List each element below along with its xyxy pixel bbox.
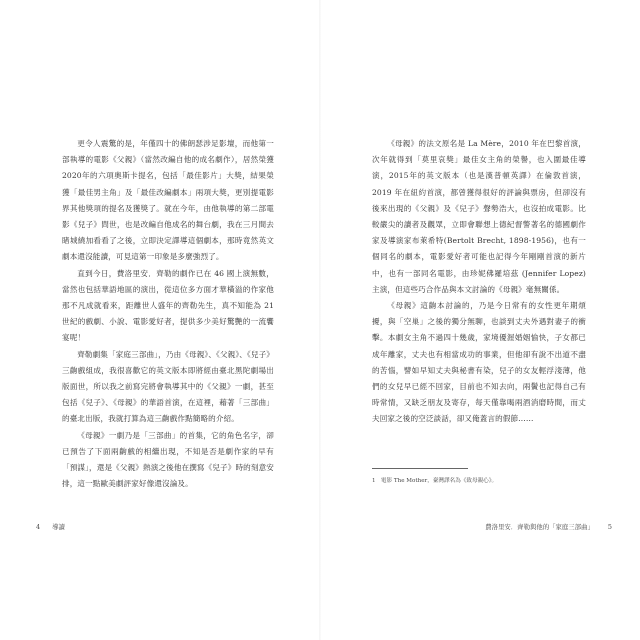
right-page-footer	[485, 522, 612, 531]
left-page-body	[62, 136, 274, 492]
paragraph: 《母親》這齣本討論的，乃是今日常有的女性更年期煩擾，與「空巢」之後的獨分無聊，也談到丈夫外遇對妻子的衝擊。本劇女主角不過四十幾歲，家境優渥婚姻愉快，子女都已成年離家，丈夫也有相當成功的事業，但他卻有說不出道不盡的苦惱，譬如早知丈夫與秘書有染，兒子的女友輕浮淺薄，他們的女兒早已經不回家，目前也不知去向，兩鬢也記得自己有時常情，又缺乏朋友及寄存，每天僅靠喝兩酒消磨時間，而丈夫回家之後的空泛談話，卻又俺蓋言的假節……	[372, 301, 586, 424]
left-page-footer	[36, 522, 65, 531]
right-page-body	[372, 136, 586, 428]
right-page	[320, 0, 640, 640]
paragraph: 更令人震驚的是，年僅四十的佛朗瑟涉足影壇，而他第一部執導的電影《父親》（當然改編自他的成名劇作），居然榮獲2020年的六項奧斯卡提名，包括「最佳影片」大獎，結果榮獲「最佳男主角」及「最佳改編劇本」兩項大獎，更別提電影界其他獎項的提名及獲獎了。就在今年，由他執導的第二部電影《兒子》問世，也是改編自他成名的舞台劇，我在三月間去睹城繞加看看了之後，立即決定譯導這個劇本，那時竟然英文劇本還沒能讀，可見這第一印象是多麼強烈了。	[62, 139, 274, 262]
page-number: 5	[607, 523, 612, 531]
footnote-number: 1	[372, 478, 376, 484]
footnote	[372, 468, 586, 486]
paragraph: 直到今日，費洛里安．齊勒的劇作已在 46 國上演無數，當然也包括華語地區的演出，從這位多方面才華橫溢的作家他那不凡成就看來，距離世人盛年的齊勒先生，真不知能為 21 世紀的戲劇、小說、電影愛好者，提供多少美好驚艷的一流饗宴呢！	[62, 268, 274, 343]
paragraph: 齊勒劇集「家庭三部曲」，乃由《母親》、《父親》、《兒子》三齣戲組成，我很喜歡它的英文版本即將經由臺北黑陀劇場出版面世，所以我之前寫完將會執導其中的《父親》一劇，甚至包括《兒子》、《母親》的華語首演，在這裡，藉著「三部曲」的臺北出版，我就打算為這三齣戲作點簡略的介紹。	[62, 349, 274, 424]
paragraph: 《母親》的法文原名是 La Mère，2010 年在巴黎首演，次年就得到「莫里哀獎」最佳女主角的榮譽，也入圍最佳導演，2015年的英文版本（也是漢普頓英譯）在倫敦首演，2019 年在紐約首演，都曾獲得很好的評論與票房，但卻沒有後來出現的《父親》及《兒子》聲勢浩大，也沒拍成電影。比較嚴尖的讀者及觀眾，立即會聯想上德紀督警著名的德國劇作家及導演家布萊希特(Bertolt Brecht, 1898-1956)，也有一個同名的劇本，電影愛好者可能也記得今年剛剛首演的新片中，也有一部同名電影，由珍妮佛羅培茲 (Jennifer Lopez) 主演，但這些巧合作品與本文討論的《母親》毫無關係。	[372, 139, 586, 294]
running-head: 費洛里安．齊勒與他的「家庭三部曲」	[485, 523, 594, 531]
page-number: 4	[36, 523, 41, 531]
paragraph: 《母親》一劇乃是「三部曲」的首集，它的角色名字，卻已預告了下面兩齣戲的相繼出現，不知是否是劇作家的早有「預謀」，還是《父親》熱演之後他在撰寫《兒子》時的刻意安排，這一點歐美劇評家好像還沒論及。	[62, 430, 274, 489]
footnote-rule	[372, 468, 468, 469]
running-head: 導讀	[52, 523, 65, 531]
footnote-text: 電影 The Mother，臺灣譯名為《致母親心》。	[380, 478, 498, 484]
